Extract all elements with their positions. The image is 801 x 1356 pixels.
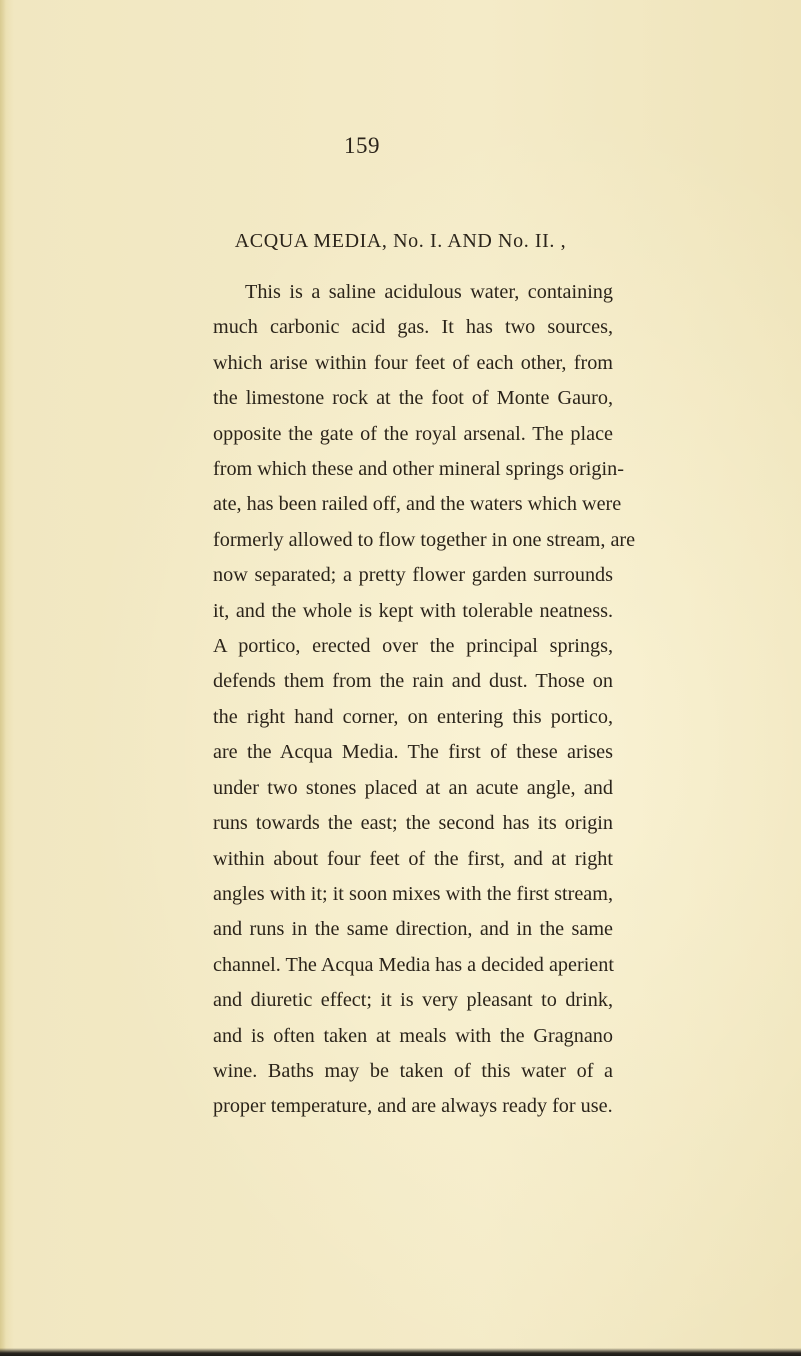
text-line: ate, has been railed off, and the waters which were [213, 493, 622, 516]
text-line: much carbonic acid gas. It has two sources, [213, 316, 613, 339]
text-line: runs towards the east; the second has its origin [213, 812, 613, 835]
text-line: This is a saline acidulous water, containing [245, 281, 613, 303]
text-line: are the Acqua Media. The first of these arises [213, 741, 613, 764]
text-line: defends them from the rain and dust. Those on [213, 670, 613, 693]
text-line: from which these and other mineral springs origin- [213, 458, 624, 481]
page-bottom-edge [0, 1348, 801, 1356]
text-line: channel. The Acqua Media has a decided aperient [213, 953, 614, 976]
text-line: proper temperature, and are always ready for use. [213, 1095, 613, 1118]
text-line: A portico, erected over the principal springs, [213, 635, 613, 658]
text-line: wine. Baths may be taken of this water of a [213, 1059, 613, 1082]
text-line: within about four feet of the first, and at right [213, 847, 613, 870]
text-line: the limestone rock at the foot of Monte Gauro, [213, 387, 613, 410]
text-line: and runs in the same direction, and in the same [213, 918, 613, 941]
text-line: and is often taken at meals with the Gragnano [213, 1024, 613, 1047]
section-heading: ACQUA MEDIA, No. I. AND No. II. , [234, 230, 567, 252]
text-line: and diuretic effect; it is very pleasant to drink, [213, 989, 613, 1012]
text-line: under two stones placed at an acute angle, and [213, 776, 613, 799]
text-line: the right hand corner, on entering this portico, [213, 705, 613, 728]
text-line: opposite the gate of the royal arsenal. The place [213, 422, 613, 445]
text-line: angles with it; it soon mixes with the first stream, [213, 882, 613, 905]
text-line: it, and the whole is kept with tolerable neatness. [213, 599, 613, 622]
body-paragraph [213, 275, 636, 1125]
text-line: which arise within four feet of each other, from [213, 351, 613, 374]
page-number: 159 [344, 133, 380, 158]
page-left-edge [0, 0, 6, 1356]
text-line: formerly allowed to flow together in one stream, are [213, 528, 636, 551]
text-line: now separated; a pretty flower garden surrounds [213, 564, 613, 587]
